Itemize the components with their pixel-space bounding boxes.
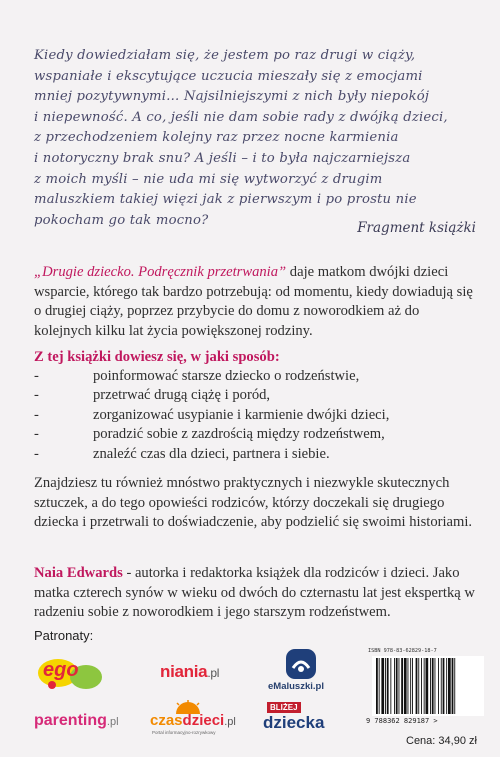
learn-heading: Z tej książki dowiesz się, w jaki sposób: [34, 349, 280, 365]
emaluszki-logo-graphic [268, 648, 338, 682]
list-item-text: znaleźć czas dla dzieci, partnera i siebie. [93, 445, 330, 462]
list-item-text: przetrwać drugą ciążę i poród, [93, 387, 271, 404]
list-item-text: zorganizować usypianie i karmienie dwójki dzieci, [93, 406, 390, 423]
quote-line: i notoryczny brak snu? A jeśli – i to była najczarniejsza [34, 150, 411, 166]
list-item [34, 406, 474, 425]
list-dash: - [34, 445, 39, 462]
czasdzieci-suffix: .pl [224, 716, 236, 728]
barcode [366, 648, 492, 730]
niania-logo-suffix: .pl [207, 666, 220, 680]
quote-line: i niepewność. A co, jeśli nie dam sobie rady z dwójką dzieci, [34, 109, 448, 125]
list-dash: - [34, 426, 39, 443]
quote-line: maluszkiem takiej więzi jak z pierwszym i po prostu nie [34, 192, 417, 208]
list-dash: - [34, 387, 39, 404]
blizej-logo-bottom: dziecka [263, 713, 325, 732]
blizej-logo-top: BLIŻEJ [267, 702, 301, 713]
description-text: daje matkom dwójki dzieci wsparcie, którego tak bardzo potrzebują: od momentu, kiedy dowiadują się o drugiej ciąży, poprzez przybycie do domu z noworodkiem aż do kolejnych kilku lat życia powiększonej rodziny. [34, 264, 473, 339]
author-name: Naia Edwards [34, 565, 123, 581]
ego-logo-text: ego [43, 659, 79, 681]
book-title: „Drugie dziecko. Podręcznik przetrwania” [34, 264, 287, 280]
emaluszki-logo [268, 648, 338, 694]
quote-line: Kiedy dowiedziałam się, że jestem po raz drugi w ciąży, [34, 48, 416, 63]
czas-text: czas [150, 712, 183, 729]
list-item-text: poinformować starsze dziecko o rodzeństwie, [93, 368, 360, 384]
czasdzieci-tagline: Portal informacyjno-rozrywkowy [152, 730, 216, 735]
quote-line: z moich myśli – nie uda mi się wytworzyć z drugim [34, 171, 383, 187]
barcode-graphic [366, 656, 492, 716]
list-item-text: poradzić sobie z zazdrością między rodzeństwem, [93, 426, 385, 443]
parenting-logo-suffix: .pl [106, 716, 119, 728]
niania-logo [160, 662, 219, 682]
price-label: Cena: 34,90 zł [406, 735, 477, 747]
quote-line: z przechodzeniem kolejny raz przez nocne karmienia [34, 130, 399, 146]
quote-line: pokocham go tak mocno? [34, 212, 209, 228]
niania-logo-text: niania [160, 662, 208, 681]
isbn-text: ISBN 978-83-62829-18-7 [368, 648, 437, 654]
list-item [34, 445, 474, 464]
barcode-digits: 9 788362 829187 > [366, 717, 438, 725]
parenting-logo-text: parenting [34, 712, 107, 729]
list-item [34, 386, 474, 405]
czasdzieci-logo-text [150, 712, 236, 729]
author-bio-text: - autorka i redaktorka książek dla rodziców i dzieci. Jako matka czterech synów w wieku od dwóch do czternastu lat jest ekspertką w radzeniu sobie z noworodkiem i jego starszym rodzeństwem. [34, 565, 475, 621]
czasdzieci-logo [150, 700, 250, 740]
learn-list [34, 367, 474, 464]
list-dash: - [34, 368, 39, 384]
patronage-label: Patronaty: [34, 628, 94, 643]
list-item [34, 367, 474, 386]
list-item [34, 425, 474, 444]
emaluszki-logo-text: eMaluszki.pl [268, 681, 324, 692]
quote-line: mniej pozytywnymi… Najsilniejszymi z nich były niepokój [34, 89, 430, 105]
dzieci-text: dzieci [182, 712, 225, 729]
parenting-logo [34, 712, 119, 730]
ego-logo [34, 651, 106, 693]
quote-attribution: Fragment książki [357, 220, 476, 236]
author-bio [34, 564, 479, 623]
blizej-dziecka-logo [263, 702, 331, 734]
quote-line: wspaniałe i ekscytujące uczucia mieszały się z emocjami [34, 68, 423, 84]
more-paragraph: Znajdziesz tu również mnóstwo praktycznych i niezwykle skutecznych sztuczek, a do tego opowieści rodziców, którzy doczekali się drugiego dziecka i przetrwali to doświadczenie, aby podzielić się swoimi historiami. [34, 475, 473, 531]
list-dash: - [34, 406, 39, 423]
book-description [34, 263, 479, 341]
book-excerpt-quote [34, 46, 484, 231]
